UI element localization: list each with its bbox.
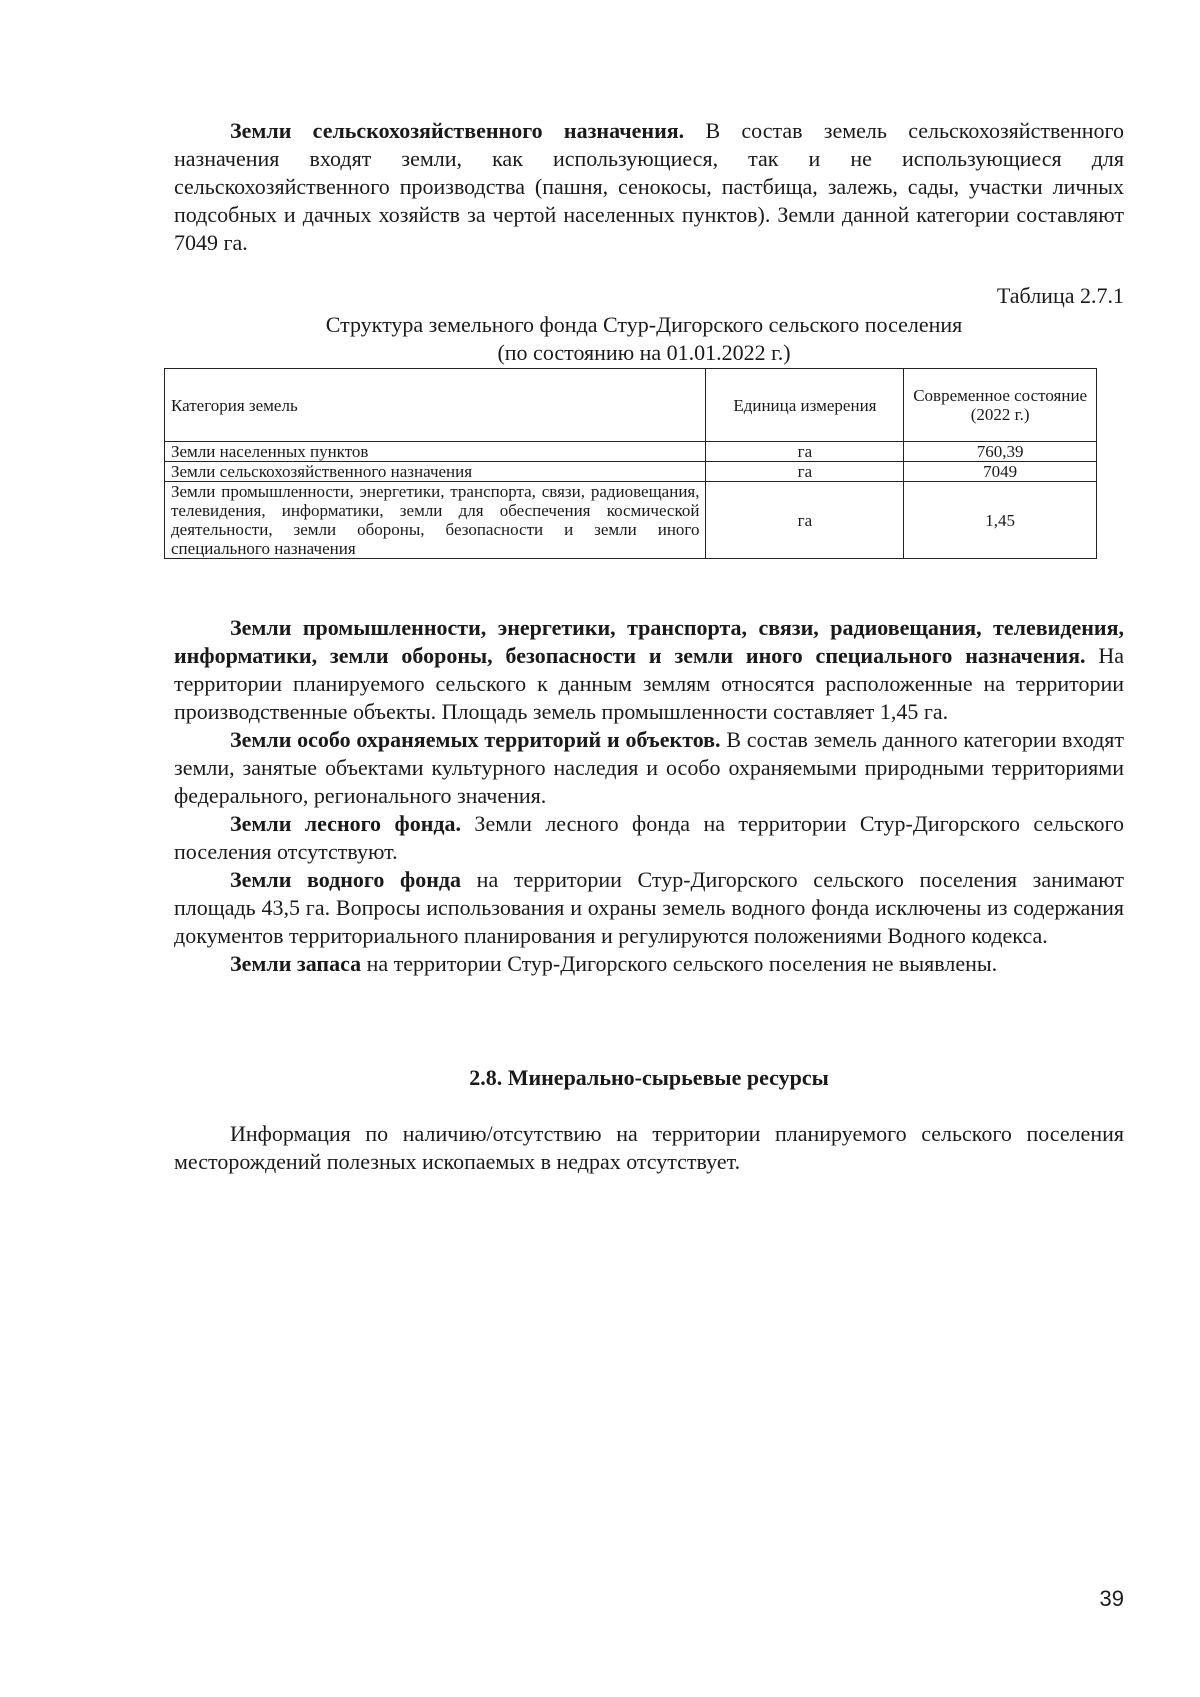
cell-category: Земли промышленности, энергетики, транспорта, связи, радиовещания, телевидения, информатики, земли для обеспечения космической деятельности, земли обороны, безопасности и земли иного специального назначения — [165, 482, 706, 559]
forest-land-text: Земли лесного фонда на территории Стур-Дигорского сельского поселения отсутствуют. — [174, 811, 1124, 864]
land-categories-block — [174, 614, 1124, 978]
protected-land-text: В состав земель данного категории входят земли, занятые объектами культурного наследия и особо охраняемыми природными территориями федерального, регионального значения. — [174, 727, 1124, 808]
industry-land-text: На территории планируемого сельского к данным землям относятся расположенные на территории производственные объекты. Площадь земель промышленности составляет 1,45 га. — [174, 643, 1125, 724]
water-land-paragraph — [174, 866, 1124, 950]
agri-land-text: В состав земель сельскохозяйственного назначения входят земли, как использующиеся, так и не использующиеся для сельскохозяйственного производства (пашня, сенокосы, пастбища, залежь, сады, участки личных подсобных и дачных хозяйств за чертой населенных пунктов). Земли данной категории составляют 7049 га. — [174, 118, 1124, 255]
agri-land-paragraph — [174, 117, 1124, 257]
reserve-land-paragraph — [174, 950, 1124, 978]
section-heading-minerals: 2.8. Минерально-сырьевые ресурсы — [469, 1065, 829, 1090]
table-title — [164, 311, 1124, 367]
protected-land-paragraph — [174, 726, 1124, 810]
land-fund-table — [164, 368, 1097, 559]
reserve-land-title: Земли запаса — [230, 951, 362, 976]
table-title-line2: (по состоянию на 01.01.2022 г.) — [497, 340, 791, 365]
table-title-line1: Структура земельного фонда Стур-Дигорского сельского поселения — [325, 312, 963, 337]
table-row — [165, 482, 1097, 559]
cell-value: 7049 — [904, 462, 1097, 482]
table-number: Таблица 2.7.1 — [996, 283, 1124, 308]
protected-land-title: Земли особо охраняемых территорий и объектов. — [230, 727, 721, 752]
cell-value: 760,39 — [904, 442, 1097, 462]
reserve-land-text: на территории Стур-Дигорского сельского поселения не выявлены. — [361, 951, 998, 976]
water-land-title: Земли водного фонда — [230, 867, 462, 892]
water-land-text: на территории Стур-Дигорского сельского поселения занимают площадь 43,5 га. Вопросы использования и охраны земель водного фонда исключены из содержания документов территориального планирования и регулируются положениями Водного кодекса. — [174, 867, 1124, 948]
forest-land-title: Земли лесного фонда. — [230, 811, 462, 836]
minerals-paragraph — [174, 1120, 1124, 1176]
cell-unit: га — [706, 482, 904, 559]
table-row — [165, 462, 1097, 482]
minerals-text: Информация по наличию/отсутствию на территории планируемого сельского поселения месторождений полезных ископаемых в недрах отсутствует. — [174, 1121, 1124, 1174]
industry-land-paragraph — [174, 614, 1124, 726]
page-number: 39 — [1099, 1586, 1124, 1611]
header-unit: Единица измерения — [706, 369, 904, 442]
cell-value: 1,45 — [904, 482, 1097, 559]
forest-land-paragraph — [174, 810, 1124, 866]
header-category: Категория земель — [165, 369, 706, 442]
agri-land-title: Земли сельскохозяйственного назначения. — [230, 118, 685, 143]
cell-category: Земли населенных пунктов — [165, 442, 706, 462]
cell-unit: га — [706, 442, 904, 462]
table-header-row — [165, 369, 1097, 442]
table-row — [165, 442, 1097, 462]
industry-land-title: Земли промышленности, энергетики, транспорта, связи, радиовещания, телевидения, информатики, земли обороны, безопасности и земли иного специального назначения. — [174, 615, 1124, 668]
cell-category: Земли сельскохозяйственного назначения — [165, 462, 706, 482]
header-current-state: Современное состояние (2022 г.) — [904, 369, 1097, 442]
cell-unit: га — [706, 462, 904, 482]
